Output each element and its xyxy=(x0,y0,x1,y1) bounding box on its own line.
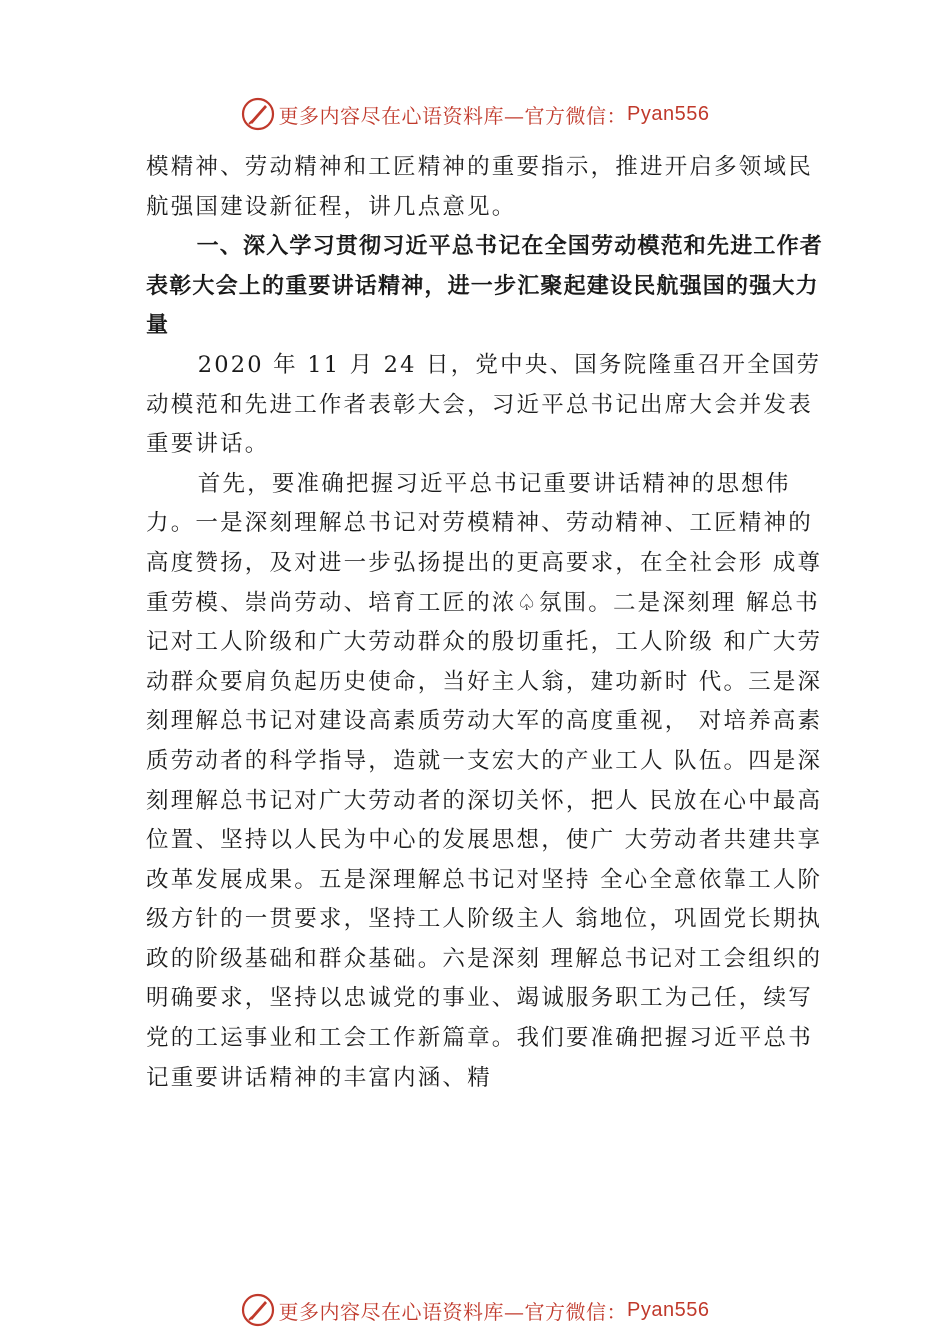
quill-pen-logo-icon xyxy=(241,1293,275,1327)
banner-wechat-id: Pyan556 xyxy=(627,102,710,125)
intro-paragraph: 模精神、劳动精神和工匠精神的重要指示，推进开启多领域民航强国建设新征程，讲几点意见。 xyxy=(146,154,813,220)
section-heading: 一、深入学习贯彻习近平总书记在全国劳动模范和先进工作者表彰大会上的重要讲话精神，进一步汇聚起建设民航强国的强大力量 xyxy=(146,234,823,339)
first-point-paragraph: 首先，要准确把握习近平总书记重要讲话精神的思想伟力。一是深刻理解总书记对劳模精神、劳动精神、工匠精神的高度赞扬，及对进一步弘扬提出的更高要求，在全社会形 成尊重劳模、崇尚劳动、培育工匠的浓♤氛围。二是深刻理 解总书记对工人阶级和广大劳动群众的殷切重托，工人阶级 和广大劳动群众要肩负起历史使命，当好主人翁，建功新时 代。三是深刻理解总书记对建设高素质劳动大军的高度重视， 对培养高素质劳动者的科学指导，造就一支宏大的产业工人 队伍。四是深刻理解总书记对广大劳动者的深切关怀，把人 民放在心中最高位置、坚持以人民为中心的发展思想，使广 大劳动者共建共享改革发展成果。五是深理解总书记对坚持 全心全意依靠工人阶级方针的一贯要求，坚持工人阶级主人 翁地位，巩固党长期执政的阶级基础和群众基础。六是深刻 理解总书记对工会组织的明确要求，坚持以忠诚党的事业、竭诚服务职工为己任，续写党的工运事业和工会工作新篇章。我们要准确把握习近平总书记重要讲话精神的丰富内涵、精 xyxy=(146,470,823,1091)
date-paragraph: 2020 年 11 月 24 日，党中央、国务院隆重召开全国劳动模范和先进工作者表彰大会，习近平总书记出席大会并发表重要讲话。 xyxy=(146,351,822,458)
quill-pen-logo-icon xyxy=(241,97,275,131)
banner-wechat-id: Pyan556 xyxy=(627,1298,710,1321)
banner-text: 更多内容尽在心语资料库—官方微信： xyxy=(278,103,628,128)
document-body xyxy=(146,148,834,1098)
header-banner xyxy=(0,96,950,132)
banner-text: 更多内容尽在心语资料库—官方微信： xyxy=(278,1299,628,1324)
footer-banner xyxy=(0,1292,950,1328)
